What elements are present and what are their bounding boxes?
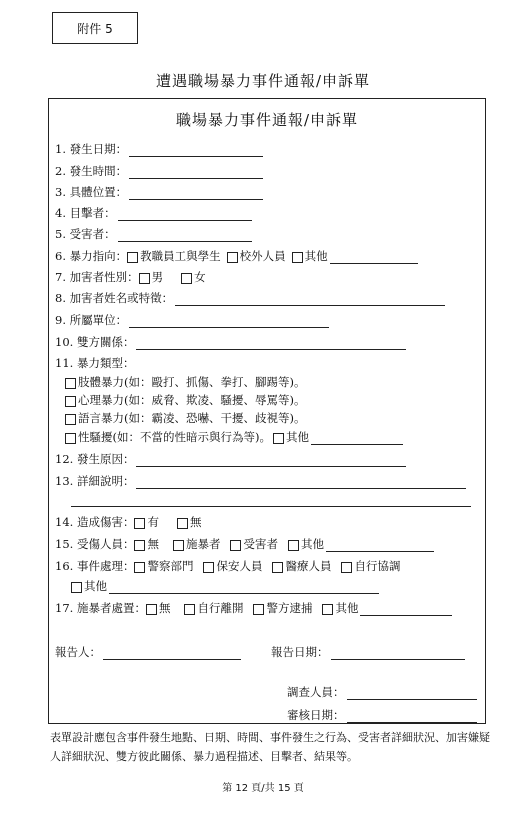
details-input-line[interactable] bbox=[136, 476, 466, 489]
field-witness: 4. 目擊者： bbox=[55, 205, 252, 221]
field-violence-type: 11. 暴力類型： bbox=[55, 356, 135, 370]
investigator-input-line[interactable] bbox=[347, 687, 477, 700]
field-cause: 12. 發生原因： bbox=[55, 451, 406, 467]
location-input-line[interactable] bbox=[129, 187, 263, 200]
checkbox-staff-students[interactable] bbox=[127, 252, 138, 263]
field-relationship: 10. 雙方關係： bbox=[55, 334, 406, 350]
checkbox-other[interactable] bbox=[292, 252, 303, 263]
relationship-input-line[interactable] bbox=[136, 337, 406, 350]
field-violence-target: 6. 暴力指向： 教職員工與學生 校外人員 其他 bbox=[55, 248, 418, 264]
document-title: 遭遇職場暴力事件通報/申訴單 bbox=[155, 72, 371, 90]
field-time: 2. 發生時間： bbox=[55, 163, 263, 179]
option-physical: 肢體暴力(如：毆打、抓傷、拳打、腳踢等)。 bbox=[65, 374, 305, 390]
checkbox-self-resolve[interactable] bbox=[341, 562, 352, 573]
option-sexual-harassment: 性騷擾(如：不當的性暗示與行為等)。 其他 bbox=[65, 429, 403, 445]
checkbox-sexual-harassment[interactable] bbox=[65, 433, 76, 444]
checkbox-police[interactable] bbox=[134, 562, 145, 573]
page-number: 第 12 頁/共 15 頁 bbox=[222, 783, 304, 794]
checkbox-psychological[interactable] bbox=[65, 396, 76, 407]
report-form bbox=[48, 98, 486, 724]
field-investigator: 調查人員： bbox=[287, 684, 477, 700]
checkbox-left[interactable] bbox=[184, 604, 195, 615]
checkbox-injured-other[interactable] bbox=[288, 540, 299, 551]
injured-other-input-line[interactable] bbox=[326, 539, 434, 552]
checkbox-disposition-other[interactable] bbox=[322, 604, 333, 615]
time-input-line[interactable] bbox=[129, 166, 263, 179]
cause-input-line[interactable] bbox=[136, 454, 406, 467]
disposition-other-input-line[interactable] bbox=[360, 603, 452, 616]
field-reporter: 報告人： bbox=[55, 644, 241, 660]
offender-name-input-line[interactable] bbox=[175, 293, 445, 306]
form-note: 表單設計應包含事件發生地點、日期、時間、事件發生之行為、受害者詳細狀況、加害嫌疑人詳細狀況、雙方彼此關係、暴力過程描述、目擊者、結果等。 bbox=[50, 731, 490, 763]
attachment-label: 附件 5 bbox=[52, 12, 138, 44]
field-handling: 16. 事件處理： 警察部門 保安人員 醫療人員 自行協調 bbox=[55, 559, 401, 573]
checkbox-security[interactable] bbox=[203, 562, 214, 573]
checkbox-injury-yes[interactable] bbox=[134, 518, 145, 529]
handling-other-input-line[interactable] bbox=[109, 581, 379, 594]
unit-input-line[interactable] bbox=[129, 315, 329, 328]
option-verbal: 語言暴力(如：霸凌、恐嚇、干擾、歧視等)。 bbox=[65, 410, 305, 426]
field-location: 3. 具體位置： bbox=[55, 184, 263, 200]
checkbox-arrested[interactable] bbox=[253, 604, 264, 615]
form-title: 職場暴力事件通報/申訴單 bbox=[175, 111, 359, 129]
checkbox-outsiders[interactable] bbox=[227, 252, 238, 263]
option-psychological: 心理暴力(如：威脅、欺凌、騷擾、辱罵等)。 bbox=[65, 392, 305, 408]
field-offender-name: 8. 加害者姓名或特徵： bbox=[55, 290, 445, 306]
field-offender-disposition: 17. 施暴者處置： 無 自行離開 警方逮捕 其他 bbox=[55, 600, 452, 616]
field-injured-persons: 15. 受傷人員： 無 施暴者 受害者 其他 bbox=[55, 536, 434, 552]
field-date: 1. 發生日期： bbox=[55, 141, 263, 157]
checkbox-injured-victim[interactable] bbox=[230, 540, 241, 551]
other-input-line[interactable] bbox=[330, 251, 418, 264]
checkbox-physical[interactable] bbox=[65, 378, 76, 389]
checkbox-male[interactable] bbox=[139, 273, 150, 284]
checkbox-injured-none[interactable] bbox=[134, 540, 145, 551]
type-other-input-line[interactable] bbox=[311, 432, 403, 445]
review-date-input-line[interactable] bbox=[347, 710, 477, 723]
checkbox-verbal[interactable] bbox=[65, 414, 76, 425]
reporter-input-line[interactable] bbox=[103, 647, 241, 660]
field-victim: 5. 受害者： bbox=[55, 226, 252, 242]
report-date-input-line[interactable] bbox=[331, 647, 465, 660]
field-report-date: 報告日期： bbox=[271, 644, 465, 660]
checkbox-medical[interactable] bbox=[272, 562, 283, 573]
field-details: 13. 詳細說明： bbox=[55, 473, 466, 489]
victim-input-line[interactable] bbox=[118, 229, 252, 242]
details-extra-line[interactable] bbox=[71, 506, 471, 507]
checkbox-injured-offender[interactable] bbox=[173, 540, 184, 551]
field-review-date: 審核日期： bbox=[287, 707, 477, 723]
checkbox-type-other[interactable] bbox=[273, 433, 284, 444]
checkbox-disposition-none[interactable] bbox=[146, 604, 157, 615]
field-unit: 9. 所屬單位： bbox=[55, 312, 329, 328]
date-input-line[interactable] bbox=[129, 144, 263, 157]
field-injury: 14. 造成傷害： 有 無 bbox=[55, 515, 202, 529]
checkbox-handling-other[interactable] bbox=[71, 582, 82, 593]
field-handling-other: 其他 bbox=[71, 578, 379, 594]
witness-input-line[interactable] bbox=[118, 208, 252, 221]
checkbox-female[interactable] bbox=[181, 273, 192, 284]
checkbox-injury-no[interactable] bbox=[177, 518, 188, 529]
field-offender-gender: 7. 加害者性別： 男 女 bbox=[55, 270, 206, 284]
